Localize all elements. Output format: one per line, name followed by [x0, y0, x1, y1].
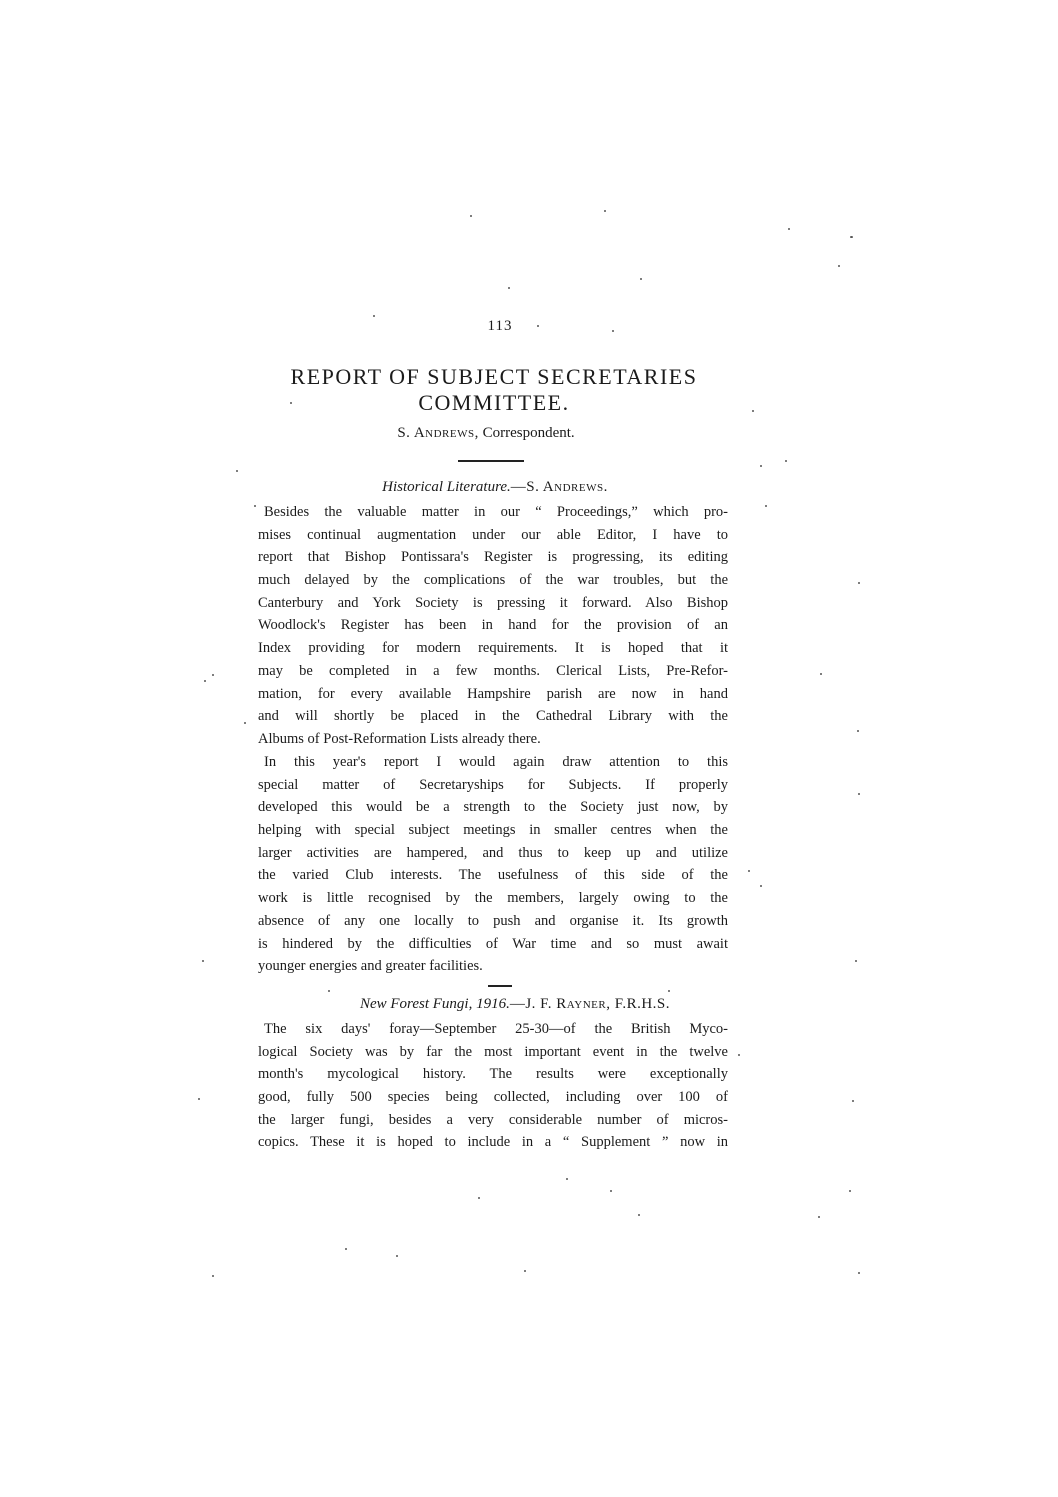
report-title-line-2: COMMITTEE.	[418, 390, 570, 415]
section-1-paragraph-1	[258, 501, 728, 751]
text-line: the varied Club interests. The usefulness of this side of the	[258, 867, 728, 884]
page-number: 113	[487, 318, 513, 334]
text-line: Woodlock's Register has been in hand for the provision of an	[258, 617, 728, 634]
text-line: mises continual augmentation under our able Editor, I have to	[258, 526, 728, 543]
section-heading-author: —S. Andrews.	[510, 479, 608, 495]
section-1-paragraph-2	[258, 751, 728, 978]
text-line: much delayed by the complications of the war troubles, but the	[258, 572, 728, 589]
correspondent-name: S. Andrews,	[397, 425, 479, 441]
text-line: the larger fungi, besides a very considerable number of micros-	[258, 1111, 728, 1128]
text-line: special matter of Secretaryships for Subjects. If properly	[258, 776, 728, 793]
text-line: may be completed in a few months. Clerical Lists, Pre-Refor-	[258, 662, 728, 679]
text-line: Besides the valuable matter in our “ Proceedings,” which pro-	[264, 504, 728, 520]
text-line: absence of any one locally to push and organise it. Its growth	[258, 912, 728, 929]
title-divider	[458, 460, 524, 462]
text-line: helping with special subject meetings in smaller centres when the	[258, 822, 728, 839]
correspondent-role: Correspondent.	[482, 425, 575, 441]
text-line: and will shortly be placed in the Cathedral Library with the	[258, 708, 728, 725]
text-line: good, fully 500 species being collected, including over 100 of	[258, 1089, 728, 1106]
text-line: Index providing for modern requirements. It is hoped that it	[258, 640, 728, 657]
section-divider	[488, 985, 512, 987]
section-heading-historical-literature	[0, 479, 990, 496]
text-line: The six days' foray—September 25-30—of the British Myco-	[264, 1021, 728, 1037]
section-heading-italic: Historical Literature.	[382, 479, 511, 495]
text-line: younger energies and greater facilities.	[258, 958, 483, 975]
section-heading-author: —J. F. Rayner, F.R.H.S.	[509, 996, 671, 1012]
text-line: month's mycological history. The results were exceptionally	[258, 1066, 728, 1083]
text-line: report that Bishop Pontissara's Register is progressing, its editing	[258, 549, 728, 566]
text-line: Canterbury and York Society is pressing it forward. Also Bishop	[258, 594, 728, 611]
section-heading-new-forest-fungi	[20, 996, 1010, 1013]
report-title-line-1: REPORT OF SUBJECT SECRETARIES	[290, 364, 698, 389]
text-line: Albums of Post-Reformation Lists already there.	[258, 730, 541, 747]
text-line: mation, for every available Hampshire parish are now in hand	[258, 685, 728, 702]
text-line: is hindered by the difficulties of War time and so must await	[258, 935, 728, 952]
text-line: work is little recognised by the members, largely owing to the	[258, 890, 728, 907]
text-line: In this year's report I would again draw attention to this	[264, 754, 728, 770]
text-line: copics. These it is hoped to include in a “ Supplement ” now in	[258, 1134, 728, 1151]
correspondent-line	[0, 425, 972, 442]
section-2-paragraph-1	[258, 1018, 728, 1154]
text-line: larger activities are hampered, and thus to keep up and utilize	[258, 844, 728, 861]
text-line: developed this would be a strength to the Society just now, by	[258, 799, 728, 816]
section-heading-italic: New Forest Fungi, 1916.	[359, 996, 510, 1012]
text-line: logical Society was by far the most important event in the twelve	[258, 1043, 728, 1060]
